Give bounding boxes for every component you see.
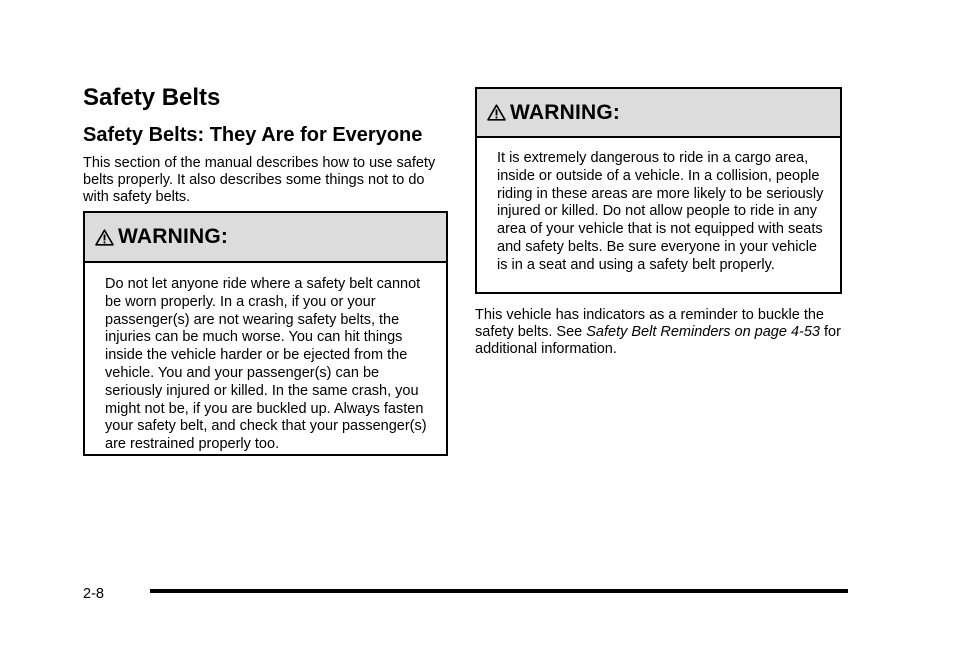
warning-triangle-icon xyxy=(487,104,506,121)
warning-triangle-icon xyxy=(95,229,114,246)
reminder-text-end: for additional information. xyxy=(475,324,841,357)
reminder-text: This vehicle has indicators as a reminder to buckle the safety belts. See xyxy=(475,307,824,340)
warning-body: Do not let anyone ride where a safety belt cannot be worn properly. In a crash, if you or your passenger(s) are not wearing safety belts, the injuries can be much worse. You can hit things inside the vehicle harder or be ejected from the vehicle. You and your passenger(s) can be seriously injured or killed. In the same crash, you might not be, if you are buckled up. Always fasten your safety belt, and check that your passenger(s) are restrained properly too. xyxy=(105,276,427,453)
warning-box-cargo-seating xyxy=(83,211,448,456)
page-number: 2-8 xyxy=(83,586,104,602)
section-subtitle: Safety Belts: They Are for Everyone xyxy=(83,124,423,146)
intro-paragraph: This section of the manual describes how to use safety belts properly. It also describes some things not to do with safety belts. xyxy=(83,155,436,205)
warning-box-cargo-area xyxy=(475,87,842,294)
warning-title: WARNING: xyxy=(510,100,621,124)
footer-rule xyxy=(150,589,848,593)
reminder-paragraph xyxy=(475,307,845,358)
warning-title: WARNING: xyxy=(118,225,229,248)
warning-header xyxy=(85,213,446,263)
section-title: Safety Belts xyxy=(83,84,221,111)
warning-header xyxy=(477,89,840,138)
safety-belt-reminders-link[interactable]: Safety Belt Reminders on page 4-53 xyxy=(586,324,820,340)
warning-body: It is extremely dangerous to ride in a cargo area, inside or outside of a vehicle. In a collision, people riding in these areas are more likely to be seriously injured or killed. Do not allow people to ride in any area of your vehicle that is not equipped with seats and safety belts. Be sure everyone in your vehicle is in a seat and using a safety belt properly. xyxy=(497,150,824,273)
